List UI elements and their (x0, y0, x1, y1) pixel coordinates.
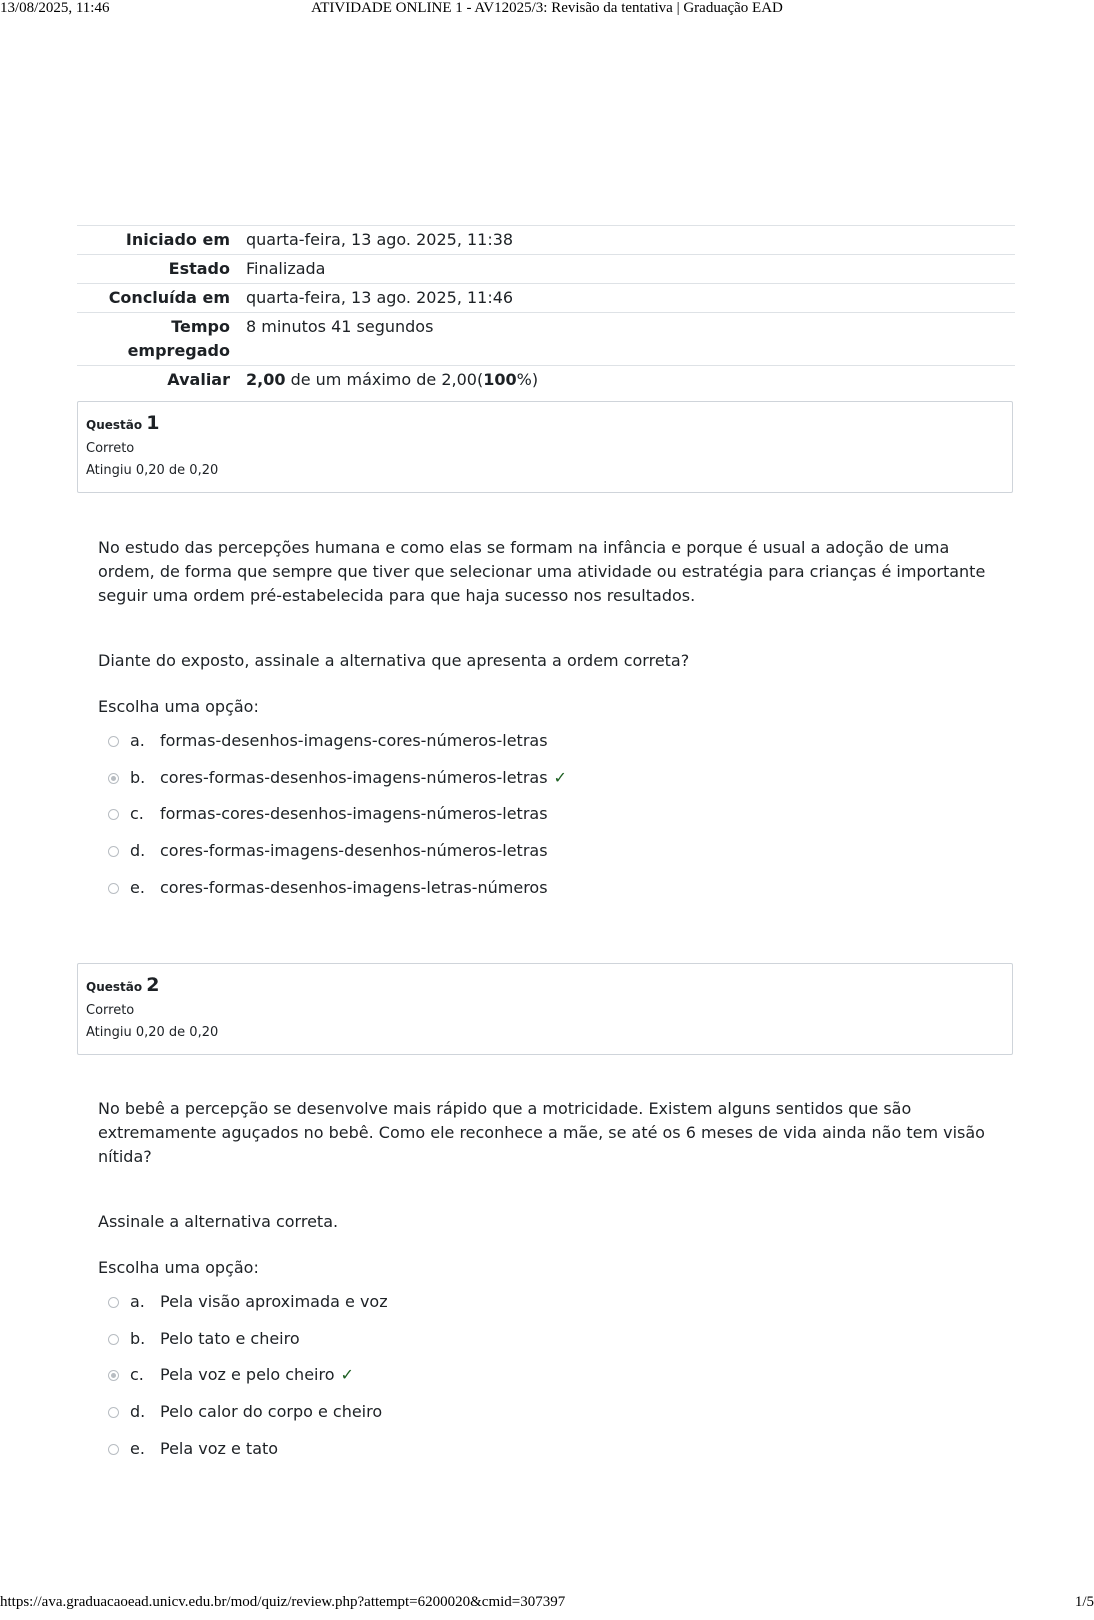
radio-button-selected[interactable] (108, 773, 119, 784)
question-2-text: No bebê a percepção se desenvolve mais rápido que a motricidade. Existem alguns sentidos que são extremamente aguçados no bebê. Como ele reconhece a mãe, se até os 6 meses de vida ainda não tem visão nítida? (98, 1099, 985, 1166)
summary-row-grade (77, 366, 1015, 395)
radio-button-selected[interactable] (108, 1370, 119, 1381)
question-2-prompt: Escolha uma opção: (98, 1258, 259, 1277)
time-value: 8 minutos 41 segundos (246, 313, 1015, 366)
summary-row-time (77, 313, 1015, 366)
completed-value: quarta-feira, 13 ago. 2025, 11:46 (246, 284, 1015, 313)
print-page-number: 1/5 (1074, 1594, 1094, 1610)
question-1-option-d[interactable]: d. cores-formas-imagens-desenhos-números-letras (108, 841, 567, 878)
question-2-status: Correto (86, 1003, 135, 1018)
radio-button[interactable] (108, 809, 119, 820)
started-label: Iniciado em (77, 226, 246, 255)
radio-button[interactable] (108, 1444, 119, 1455)
question-1-option-e[interactable]: e. cores-formas-desenhos-imagens-letras-números (108, 878, 567, 915)
attempt-summary (77, 225, 1015, 394)
completed-label: Concluída em (77, 284, 246, 313)
question-1-text: No estudo das percepções humana e como elas se formam na infância e porque é usual a adoção de uma ordem, de forma que sempre que tiver que selecionar uma atividade ou estratégia para crianças é importante seguir uma ordem pré-estabelecida para que haja sucesso nos resultados. (98, 538, 986, 605)
question-2-option-e[interactable]: e. Pela voz e tato (108, 1439, 388, 1476)
correct-check-icon: ✓ (340, 1365, 354, 1385)
radio-button[interactable] (108, 736, 119, 747)
correct-check-icon: ✓ (553, 767, 567, 787)
print-title: ATIVIDADE ONLINE 1 - AV12025/3: Revisão da tentativa | Graduação EAD (311, 0, 783, 16)
radio-button[interactable] (108, 1297, 119, 1308)
question-1-prompt: Escolha uma opção: (98, 697, 259, 716)
question-2-info (77, 963, 1013, 1055)
question-1-option-b[interactable]: b. cores-formas-desenhos-imagens-números-letras ✓ (108, 768, 567, 805)
question-1-options (108, 731, 567, 914)
radio-button[interactable] (108, 1334, 119, 1345)
time-label: Tempo empregado (77, 313, 246, 366)
summary-row-state (77, 255, 1015, 284)
print-datetime: 13/08/2025, 11:46 (0, 0, 110, 16)
radio-button[interactable] (108, 846, 119, 857)
summary-row-completed (77, 284, 1015, 313)
question-2-mark: Atingiu 0,20 de 0,20 (86, 1025, 219, 1040)
print-footer (0, 1594, 1094, 1612)
question-1-info (77, 401, 1013, 493)
question-2-option-d[interactable]: d. Pelo calor do corpo e cheiro (108, 1402, 388, 1439)
state-value: Finalizada (246, 255, 1015, 284)
print-header (0, 0, 1094, 18)
question-1-mark: Atingiu 0,20 de 0,20 (86, 463, 219, 478)
question-2-option-b[interactable]: b. Pelo tato e cheiro (108, 1329, 388, 1366)
question-1-instruction: Diante do exposto, assinale a alternativa que apresenta a ordem correta? (98, 651, 690, 670)
question-1-option-c[interactable]: c. formas-cores-desenhos-imagens-números-letras (108, 804, 567, 841)
question-1-number: Questão 1 (86, 412, 160, 434)
print-url: https://ava.graduacaoead.unicv.edu.br/mod/quiz/review.php?attempt=6200020&cmid=307397 (0, 1594, 566, 1610)
grade-value: 2,00 de um máximo de 2,00(100%) (246, 366, 1015, 395)
question-2-options (108, 1292, 388, 1475)
question-2-instruction: Assinale a alternativa correta. (98, 1212, 339, 1231)
question-2-number: Questão 2 (86, 974, 160, 996)
question-2-option-c[interactable]: c. Pela voz e pelo cheiro ✓ (108, 1365, 388, 1402)
question-1-option-a[interactable]: a. formas-desenhos-imagens-cores-números-letras (108, 731, 567, 768)
question-1-status: Correto (86, 441, 135, 456)
radio-button[interactable] (108, 883, 119, 894)
summary-row-started (77, 226, 1015, 255)
radio-button[interactable] (108, 1407, 119, 1418)
grade-label: Avaliar (77, 366, 246, 395)
question-2-option-a[interactable]: a. Pela visão aproximada e voz (108, 1292, 388, 1329)
started-value: quarta-feira, 13 ago. 2025, 11:38 (246, 226, 1015, 255)
state-label: Estado (77, 255, 246, 284)
